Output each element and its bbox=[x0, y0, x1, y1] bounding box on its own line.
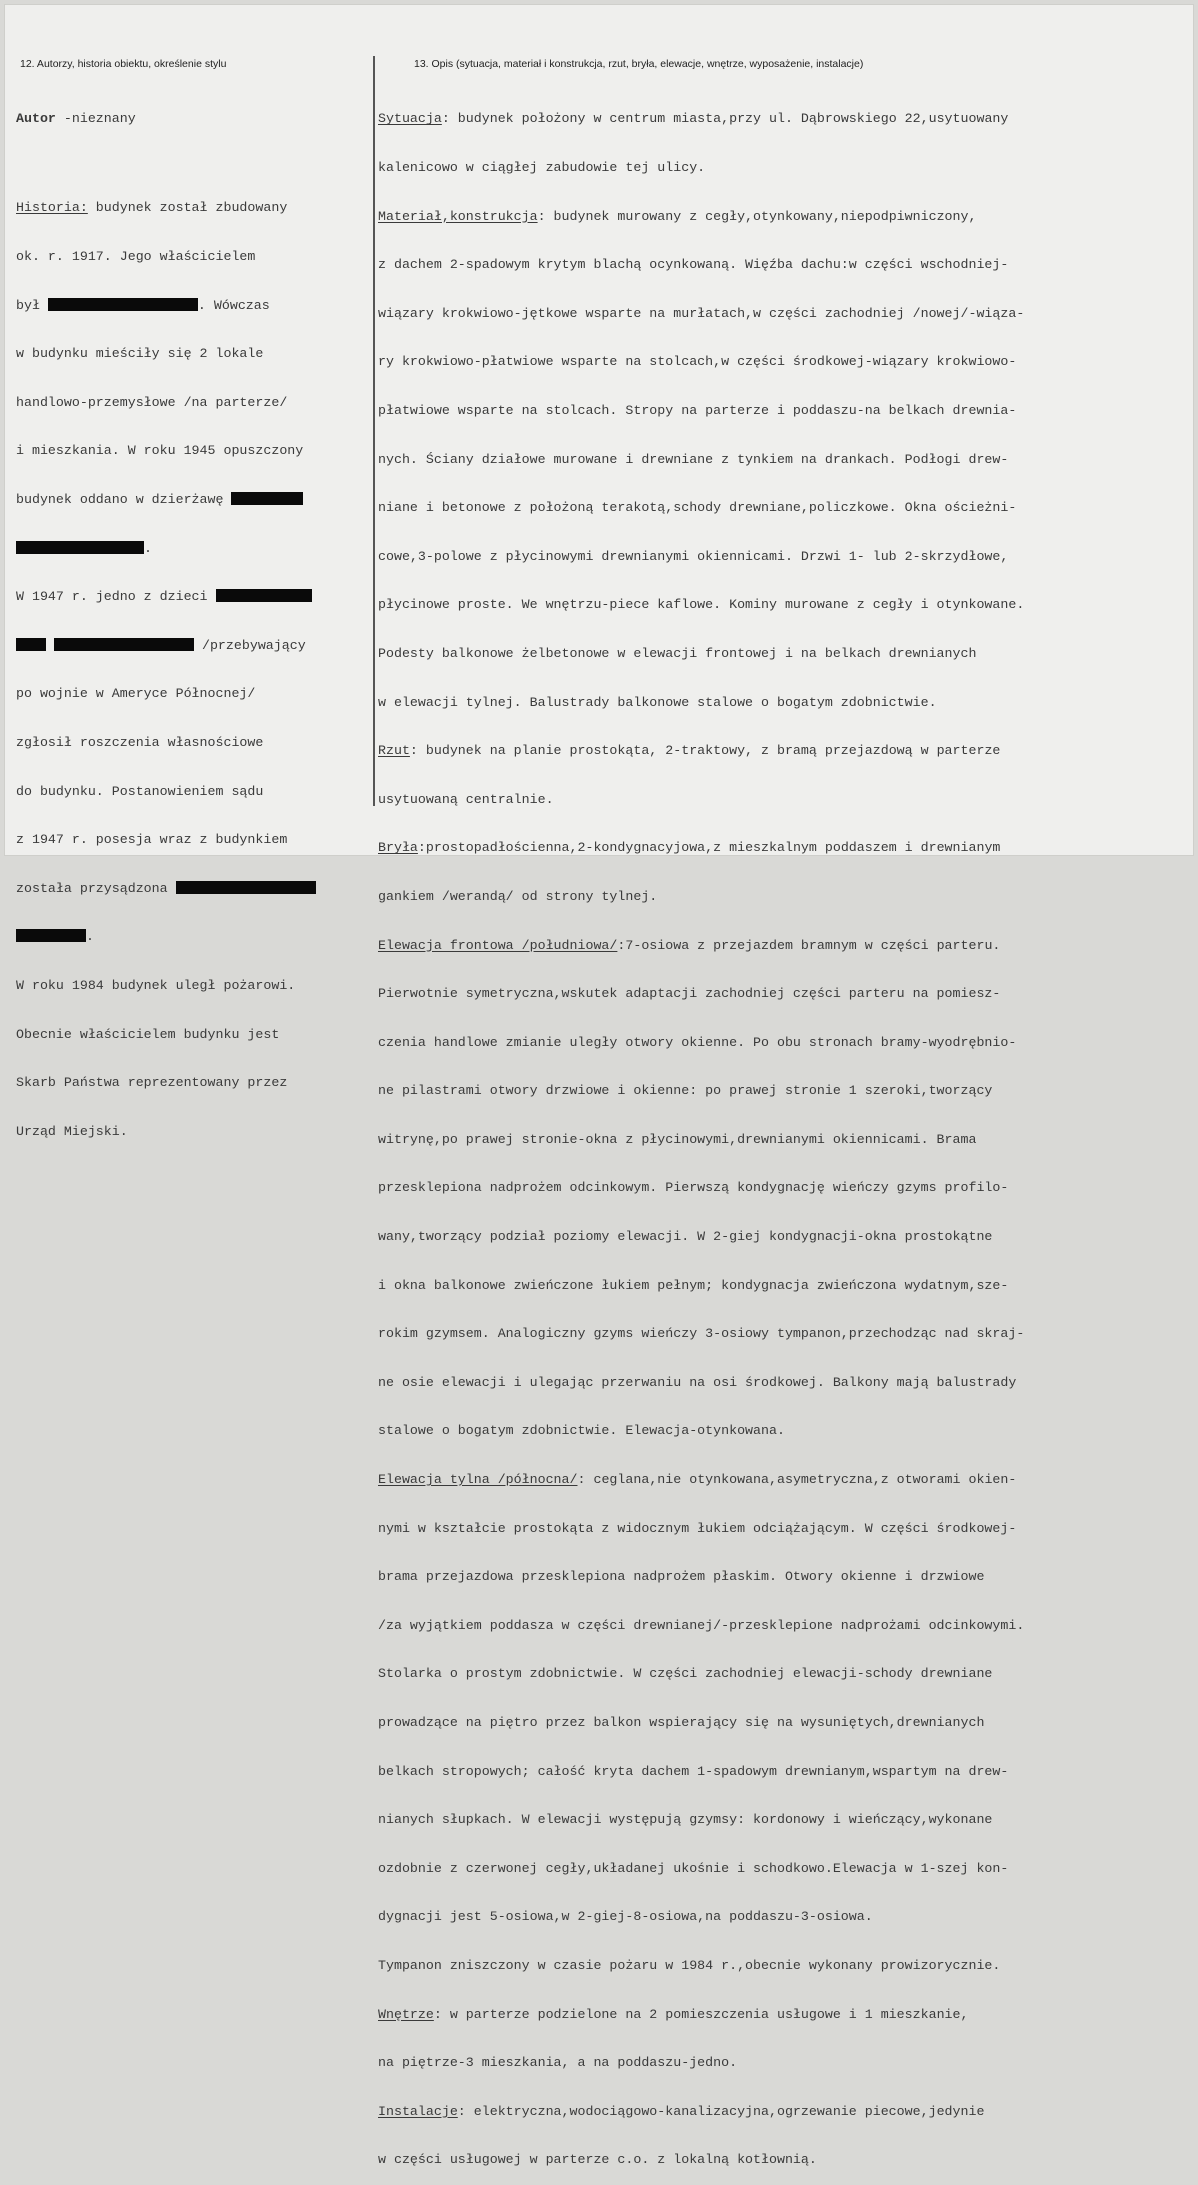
label-elewacja-tylna: Elewacja tylna /północna/ bbox=[378, 1472, 578, 1488]
desc-line: przesklepiona nadprożem odcinkowym. Pierwszą kondygnację wieńczy gzyms profilo- bbox=[378, 1180, 1009, 1196]
label-instalacje: Instalacje bbox=[378, 2103, 458, 2119]
desc-line: cowe,3-polowe z płycinowymi drewnianymi okiennicami. Drzwi 1- lub 2-skrzydłowe, bbox=[378, 548, 1009, 564]
history-line: zgłosił roszczenia własnościowe bbox=[16, 734, 264, 750]
history-line: w budynku mieściły się 2 lokale bbox=[16, 346, 264, 362]
history-line: . bbox=[16, 541, 366, 557]
history-line: Skarb Państwa reprezentowany przez bbox=[16, 1075, 288, 1091]
history-line: był . Wówczas bbox=[16, 297, 270, 313]
desc-line: Materiał,konstrukcja: budynek murowany z cegły,otynkowany,niepodpiwniczony, bbox=[378, 208, 977, 224]
desc-line: Sytuacja: budynek położony w centrum miasta,przy ul. Dąbrowskiego 22,usytuowany bbox=[378, 111, 1009, 127]
history-line: po wojnie w Ameryce Północnej/ bbox=[16, 686, 256, 702]
redaction-bar bbox=[16, 638, 46, 651]
author-label: Autor bbox=[16, 111, 56, 127]
history-line: Urząd Miejski. bbox=[16, 1123, 128, 1139]
desc-line: witrynę,po prawej stronie-okna z płycinowymi,drewnianymi okiennicami. Brama bbox=[378, 1131, 977, 1147]
desc-line: płatwiowe wsparte na stolcach. Stropy na parterze i poddaszu-na belkach drewnia- bbox=[378, 402, 1017, 418]
description-column bbox=[378, 79, 1190, 2185]
desc-line: nianych słupkach. W elewacji występują gzymsy: kordonowy i wieńczący,wykonane bbox=[378, 1812, 993, 1828]
desc-line: czenia handlowe zmianie uległy otwory okienne. Po obu stronach bramy-wyodrębnio- bbox=[378, 1034, 1017, 1050]
desc-line: Rzut: budynek na planie prostokąta, 2-traktowy, z bramą przejazdową w parterze bbox=[378, 743, 1001, 759]
redaction-bar bbox=[16, 541, 144, 554]
right-section-header: 13. Opis (sytuacja, materiał i konstrukcja, rzut, bryła, elewacje, wnętrze, wyposażenie, instalacje) bbox=[414, 58, 864, 70]
redaction-bar bbox=[216, 589, 312, 602]
history-line: W 1947 r. jedno z dzieci bbox=[16, 589, 366, 605]
history-line: handlowo-przemysłowe /na parterze/ bbox=[16, 394, 288, 410]
desc-line: ozdobnie z czerwonej cegły,układanej ukośnie i schodkowo.Elewacja w 1-szej kon- bbox=[378, 1860, 1009, 1876]
history-line: W roku 1984 budynek uległ pożarowi. bbox=[16, 977, 296, 993]
desc-line: na piętrze-3 mieszkania, a na poddaszu-jedno. bbox=[378, 2055, 738, 2071]
history-line: . bbox=[16, 929, 366, 945]
left-section-header: 12. Autorzy, historia obiektu, określenie stylu bbox=[20, 58, 227, 70]
redaction-bar bbox=[48, 298, 198, 311]
label-wnetrze: Wnętrze bbox=[378, 2006, 434, 2022]
history-line: /przebywający bbox=[16, 638, 366, 654]
author-value: -nieznany bbox=[55, 111, 136, 127]
history-line: ok. r. 1917. Jego właścicielem bbox=[16, 249, 256, 264]
history-line: Historia: budynek został zbudowany bbox=[16, 200, 288, 216]
redaction-bar bbox=[176, 881, 316, 894]
desc-line: ry krokwiowo-płatwiowe wsparte na stolcach,w części środkowej-wiązary krokwiowo- bbox=[378, 354, 1017, 370]
desc-line: Elewacja tylna /północna/: ceglana,nie otynkowana,asymetryczna,z otworami okien- bbox=[378, 1472, 1017, 1488]
desc-line: ne osie elewacji i ulegając przerwaniu na osi środkowej. Balkony mają balustrady bbox=[378, 1374, 1017, 1390]
desc-line: Stolarka o prostym zdobnictwie. W części zachodniej elewacji-schody drewniane bbox=[378, 1666, 993, 1682]
desc-line: stalowe o bogatym zdobnictwie. Elewacja-otynkowana. bbox=[378, 1423, 785, 1439]
desc-line: płycinowe proste. We wnętrzu-piece kaflowe. Kominy murowane z cegły i otynkowane. bbox=[378, 597, 1025, 613]
label-sytuacja: Sytuacja bbox=[378, 111, 442, 127]
history-column bbox=[16, 79, 366, 1156]
redaction-bar bbox=[54, 638, 194, 651]
desc-line: w części usługowej w parterze c.o. z lokalną kotłownią. bbox=[378, 2152, 817, 2168]
desc-line: nych. Ściany działowe murowane i drewniane z tynkiem na drankach. Podłogi drew- bbox=[378, 451, 1009, 467]
desc-line: dygnacji jest 5-osiowa,w 2-giej-8-osiowa,na poddaszu-3-osiowa. bbox=[378, 1909, 873, 1925]
desc-line: /za wyjątkiem poddasza w części drewnianej/-przesklepione nadprożami odcinkowymi. bbox=[378, 1617, 1025, 1633]
desc-line: belkach stropowych; całość kryta dachem 1-spadowym drewnianym,wspartym na drew- bbox=[378, 1763, 1009, 1779]
desc-line: Pierwotnie symetryczna,wskutek adaptacji zachodniej części parteru na pomiesz- bbox=[378, 986, 1001, 1002]
label-rzut: Rzut bbox=[378, 743, 410, 759]
desc-line: Bryła:prostopadłościenna,2-kondygnacyjowa,z mieszkalnym poddaszem i drewnianym bbox=[378, 840, 1001, 856]
desc-line: brama przejazdowa przesklepiona nadprożem płaskim. Otwory okienne i drzwiowe bbox=[378, 1569, 985, 1585]
desc-line: niane i betonowe z położoną terakotą,schody drewniane,policzkowe. Okna ościeżni- bbox=[378, 500, 1017, 516]
desc-line: Elewacja frontowa /południowa/:7-osiowa z przejazdem bramnym w części parteru. bbox=[378, 937, 1001, 953]
desc-line: ne pilastrami otwory drzwiowe i okienne: po prawej stronie 1 szeroki,tworzący bbox=[378, 1083, 993, 1099]
desc-line: rokim gzymsem. Analogiczny gzyms wieńczy 3-osiowy tympanon,przechodząc nad skraj- bbox=[378, 1326, 1025, 1342]
desc-line: prowadzące na piętro przez balkon wspierający się na wysuniętych,drewnianych bbox=[378, 1715, 985, 1730]
desc-line: wany,tworzący podział poziomy elewacji. W 2-giej kondygnacji-okna prostokątne bbox=[378, 1229, 993, 1245]
desc-line: usytuowaną centralnie. bbox=[378, 791, 554, 807]
desc-line: nymi w kształcie prostokąta z widocznym łukiem odciążającym. W części środkowej- bbox=[378, 1520, 1017, 1536]
history-line: budynek oddano w dzierżawę bbox=[16, 492, 366, 508]
label-elewacja-frontowa: Elewacja frontowa /południowa/ bbox=[378, 937, 618, 953]
author-line bbox=[16, 111, 366, 127]
history-line: z 1947 r. posesja wraz z budynkiem bbox=[16, 832, 288, 848]
desc-line: w elewacji tylnej. Balustrady balkonowe stalowe o bogatym zdobnictwie. bbox=[378, 694, 937, 710]
history-line: została przysądzona bbox=[16, 881, 366, 897]
history-line: i mieszkania. W roku 1945 opuszczony bbox=[16, 443, 304, 459]
column-divider bbox=[373, 56, 375, 806]
redaction-bar bbox=[16, 929, 86, 942]
desc-line: wiązary krokwiowo-jętkowe wsparte na murłatach,w części zachodniej /nowej/-wiąza- bbox=[378, 305, 1025, 321]
history-label: Historia: bbox=[16, 200, 88, 216]
label-bryla: Bryła bbox=[378, 840, 418, 856]
desc-line: Instalacje: elektryczna,wodociągowo-kanalizacyjna,ogrzewanie piecowe,jedynie bbox=[378, 2103, 985, 2119]
desc-line: Wnętrze: w parterze podzielone na 2 pomieszczenia usługowe i 1 mieszkanie, bbox=[378, 2006, 969, 2022]
desc-line: kalenicowo w ciągłej zabudowie tej ulicy. bbox=[378, 160, 706, 175]
redaction-bar bbox=[231, 492, 303, 505]
desc-line: Tympanon zniszczony w czasie pożaru w 1984 r.,obecnie wykonany prowizorycznie. bbox=[378, 1957, 1001, 1973]
desc-line: gankiem /werandą/ od strony tylnej. bbox=[378, 888, 658, 904]
history-line: Obecnie właścicielem budynku jest bbox=[16, 1026, 280, 1042]
label-material: Materiał,konstrukcja bbox=[378, 208, 538, 224]
desc-line: z dachem 2-spadowym krytym blachą ocynkowaną. Więźba dachu:w części wschodniej- bbox=[378, 257, 1009, 273]
history-line: do budynku. Postanowieniem sądu bbox=[16, 783, 264, 799]
desc-line: Podesty balkonowe żelbetonowe w elewacji frontowej i na belkach drewnianych bbox=[378, 645, 977, 661]
desc-line: i okna balkonowe zwieńczone łukiem pełnym; kondygnacja zwieńczona wydatnym,sze- bbox=[378, 1277, 1009, 1293]
